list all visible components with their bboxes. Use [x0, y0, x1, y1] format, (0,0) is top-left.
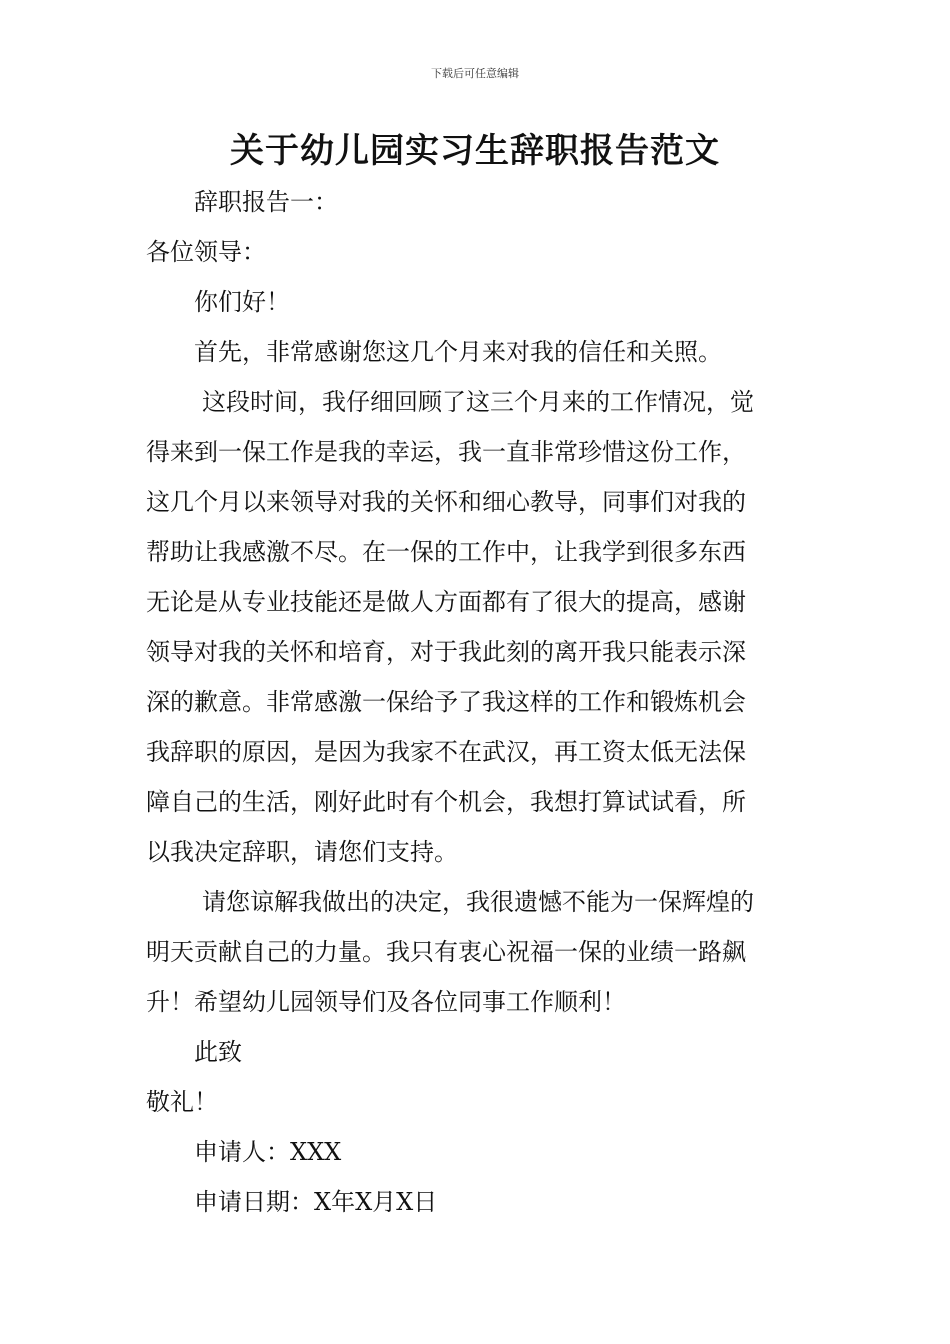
salutation: 各位领导：	[146, 238, 266, 266]
greeting: 你们好！	[194, 288, 290, 316]
section-label: 辞职报告一：	[194, 188, 338, 216]
paragraph-line: 帮助让我感激不尽。在一保的工作中，让我学到很多东西	[146, 538, 746, 566]
paragraph-wishes	[146, 877, 806, 1027]
document-body	[146, 177, 806, 1227]
paragraph-line: 障自己的生活，刚好此时有个机会，我想打算试试看，所	[146, 788, 746, 816]
paragraph-line: 请您谅解我做出的决定，我很遗憾不能为一保辉煌的	[202, 888, 754, 916]
paragraph-line: 得来到一保工作是我的幸运，我一直非常珍惜这份工作，	[146, 438, 746, 466]
paragraph-line: 深的歉意。非常感激一保给予了我这样的工作和锻炼机会	[146, 688, 746, 716]
paragraph-line: 领导对我的关怀和培育，对于我此刻的离开我只能表示深	[146, 638, 746, 666]
paragraph-reason	[146, 377, 806, 877]
closing-salute: 敬礼！	[146, 1088, 218, 1116]
paragraph-line: 以我决定辞职，请您们支持。	[146, 838, 458, 866]
document-title: 关于幼儿园实习生辞职报告范文	[230, 131, 720, 171]
date-line: 申请日期：X年X月X日	[194, 1188, 438, 1216]
applicant-line: 申请人：XXX	[194, 1138, 342, 1166]
paragraph-line: 明天贡献自己的力量。我只有衷心祝福一保的业绩一路飙	[146, 938, 746, 966]
paragraph-line: 无论是从专业技能还是做人方面都有了很大的提高，感谢	[146, 588, 746, 616]
paragraph-line: 升！希望幼儿园领导们及各位同事工作顺利！	[146, 988, 626, 1016]
closing-this: 此致	[194, 1038, 242, 1066]
paragraph-line: 我辞职的原因，是因为我家不在武汉，再工资太低无法保	[146, 738, 746, 766]
page-header-note: 下载后可任意编辑	[431, 67, 519, 80]
paragraph-thanks: 首先，非常感谢您这几个月来对我的信任和关照。	[194, 338, 722, 366]
paragraph-line: 这几个月以来领导对我的关怀和细心教导，同事们对我的	[146, 488, 746, 516]
paragraph-line: 这段时间，我仔细回顾了这三个月来的工作情况，觉	[202, 388, 754, 416]
